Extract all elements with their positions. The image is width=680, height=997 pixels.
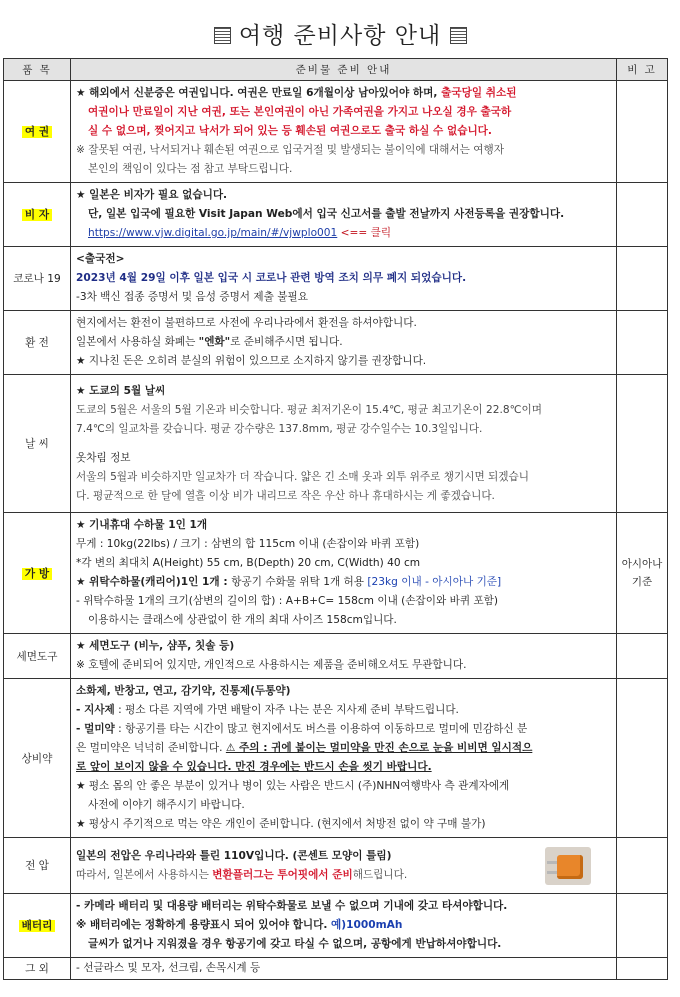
text-line: 2023년 4월 29일 이후 일본 입국 시 코로나 관련 방역 조치 의무 폐지 되었습니다. xyxy=(76,272,467,284)
note-cell xyxy=(617,375,668,513)
text-line: ★ 평상시 주기적으로 먹는 약은 개인이 준비합니다. (현지에서 처방전 없이 약 구매 불가) xyxy=(76,818,486,830)
category-cell xyxy=(4,679,71,838)
content-cell xyxy=(71,894,617,958)
click-hint: <== 클릭 xyxy=(337,227,392,239)
text-line: 로 준비해주시면 됩니다. xyxy=(230,336,343,348)
visit-japan-web-link[interactable]: https://www.vjw.digital.go.jp/main/#/vjwplo001 xyxy=(88,227,338,239)
text-line: 글씨가 없거나 지워졌을 경우 항공기에 갖고 타실 수 없으며, 공항에게 반납하셔야합니다. xyxy=(88,938,502,950)
content-cell xyxy=(71,838,617,894)
category-label-toiletries: 세면도구 xyxy=(16,650,58,663)
text-line: 따라서, 일본에서 사용하시는 xyxy=(76,868,213,881)
grid-box-icon xyxy=(450,27,467,44)
note-text: 아시아나 xyxy=(621,558,663,570)
text-line: ★ 기내휴대 수하물 1인 1개 xyxy=(76,519,208,531)
text-line: 무게 : 10kg(22lbs) / 크기 : 삼변의 합 115cm 이내 (손잡이와 바퀴 포함) xyxy=(76,538,420,550)
content-cell xyxy=(71,311,617,375)
content-cell xyxy=(71,634,617,679)
category-label-visa: 비 자 xyxy=(22,209,52,221)
text-line: 은 멀미약은 넉넉히 준비합니다. xyxy=(76,742,226,754)
text-line: "엔화" xyxy=(198,336,231,348)
text-line: : 항공기를 타는 시간이 많고 현지에서도 버스를 이용하여 이동하므로 멀미에 민감하신 분 xyxy=(114,723,528,735)
category-label-weather: 날 씨 xyxy=(25,438,49,450)
text-line: ★ 지나친 돈은 오히려 분실의 위험이 있으므로 소지하지 않기를 권장합니다. xyxy=(76,355,427,367)
note-cell xyxy=(617,247,668,311)
note-cell xyxy=(617,894,668,958)
text-line: *각 변의 최대치 A(Height) 55 cm, B(Depth) 20 cm, C(Width) 40 cm xyxy=(76,557,421,569)
table-row-etc xyxy=(4,958,668,980)
text-line: 7.4℃의 일교차를 갖습니다. 평균 강수량은 137.8mm, 평균 강수일수는 10.3일입니다. xyxy=(76,422,483,435)
text-line: 옷차림 정보 xyxy=(76,451,131,464)
text-line: <출국전> xyxy=(76,253,125,265)
text-line: ★ 평소 몸의 안 좋은 부분이 있거나 병이 있는 사람은 반드시 (주)NHN여행박사 측 관계자에게 xyxy=(76,780,510,792)
note-cell xyxy=(617,679,668,838)
text-line: 로 앞이 보이지 않을 수 있습니다. 만진 경우에는 반드시 손을 씻기 바랍니다. xyxy=(76,761,432,773)
category-cell xyxy=(4,894,71,958)
text-line: ⚠ 주의 : 귀에 붙이는 멀미약을 만진 손으로 눈을 비비면 일시적으 xyxy=(225,742,533,754)
content-cell xyxy=(71,679,617,838)
category-label-passport: 여 권 xyxy=(22,126,52,138)
text-line: - 위탁수하물 1개의 크기(삼변의 길이의 합) : A+B+C= 158cm 이내 (손잡이와 바퀴 포함) xyxy=(76,595,499,607)
text-line: 예)1000mAh xyxy=(331,919,403,931)
table-row-voltage xyxy=(4,838,668,894)
note-cell xyxy=(617,634,668,679)
text-line: 소화제, 반창고, 연고, 감기약, 진통제(두통약) xyxy=(76,685,291,697)
table-row-toiletries xyxy=(4,634,668,679)
text-line: [23kg 이내 - 아시아나 기준] xyxy=(367,576,502,588)
note-cell xyxy=(617,958,668,980)
category-cell xyxy=(4,247,71,311)
category-label-medicine: 상비약 xyxy=(21,752,53,765)
category-cell xyxy=(4,838,71,894)
content-cell xyxy=(71,513,617,634)
note-cell xyxy=(617,81,668,183)
text-line: ※ 배터리에는 정확하게 용량표시 되어 있어야 합니다. xyxy=(76,919,332,931)
text-line: 일본에서 사용하실 화폐는 xyxy=(76,336,199,348)
note-cell xyxy=(617,311,668,375)
table-row-weather xyxy=(4,375,668,513)
travel-prep-table xyxy=(3,58,668,980)
content-cell xyxy=(71,247,617,311)
table-row-bag xyxy=(4,513,668,634)
text-line: 해드립니다. xyxy=(352,868,408,881)
category-cell xyxy=(4,634,71,679)
text-line: ★ 위탁수하물(캐리어)1인 1개 : xyxy=(76,576,232,588)
note-cell xyxy=(617,513,668,634)
category-cell xyxy=(4,81,71,183)
category-cell xyxy=(4,958,71,980)
text-line: 여권이나 만료일이 지난 여권, 또는 본인여권이 아닌 가족여권을 가지고 나오실 경우 출국하 xyxy=(88,106,512,118)
table-header-row xyxy=(4,59,668,81)
text-line: 출국당일 취소된 xyxy=(441,87,517,99)
category-label-etc: 그 외 xyxy=(25,963,49,975)
note-cell xyxy=(617,183,668,247)
text-line: 항공기 수화물 위탁 1개 허용 xyxy=(231,576,368,588)
table-row-medicine xyxy=(4,679,668,838)
text-line: : 평소 다른 지역에 가면 배탈이 자주 나는 분은 지사제 준비 부탁드립니다. xyxy=(114,704,459,716)
text-line: 변환플러그는 투어핏에서 준비 xyxy=(212,868,353,881)
header-content: 준비물 준비 안내 xyxy=(71,59,617,81)
page-title-text: 여행 준비사항 안내 xyxy=(238,23,442,49)
text-line: - 선글라스 및 모자, 선크림, 손목시계 등 xyxy=(76,962,261,974)
content-cell xyxy=(71,958,617,980)
text-line: - 멀미약 xyxy=(76,723,115,735)
category-cell xyxy=(4,311,71,375)
text-line: 도쿄의 5월은 서울의 5월 기온과 비슷합니다. 평균 최저기온이 15.4℃, 평균 최고기온이 22.8℃이며 xyxy=(76,403,542,416)
category-cell xyxy=(4,183,71,247)
note-text: 기준 xyxy=(631,576,653,588)
note-cell xyxy=(617,838,668,894)
text-line: 다. 평균적으로 한 달에 열흘 이상 비가 내리므로 작은 우산 하나 휴대하시는 게 좋겠습니다. xyxy=(76,489,495,502)
text-line: ※ 호텔에 준비되어 있지만, 개인적으로 사용하시는 제품을 준비해오셔도 무관합니다. xyxy=(76,659,467,671)
text-line: -3차 백신 접종 증명서 및 음성 증명서 제출 불필요 xyxy=(76,291,308,303)
table-row-exchange xyxy=(4,311,668,375)
table-row-passport xyxy=(4,81,668,183)
category-label-exchange: 환 전 xyxy=(25,337,49,349)
text-line: ★ 세면도구 (비누, 샴푸, 칫솔 등) xyxy=(76,640,235,652)
grid-box-icon xyxy=(214,27,231,44)
text-line: ★ 도쿄의 5월 날씨 xyxy=(76,384,166,397)
header-item: 품 목 xyxy=(4,59,71,81)
table-row-covid xyxy=(4,247,668,311)
text-line: 단, 일본 입국에 필요한 Visit Japan Web에서 입국 신고서를 출발 전날까지 사전등록을 권장합니다. xyxy=(88,208,565,220)
text-line: 일본의 전압은 우리나라와 틀린 110V입니다. (콘센트 모양이 틀림) xyxy=(76,849,392,862)
plug-adapter-image xyxy=(545,847,591,885)
text-line: 서울의 5월과 비슷하지만 일교차가 더 작습니다. 얇은 긴 소매 옷과 외투 위주로 챙기시면 되겠습니 xyxy=(76,470,529,483)
category-label-bag: 가 방 xyxy=(22,568,52,580)
text-line: ★ 해외에서 신분증은 여권입니다. 여권은 만료일 6개월이상 남아있어야 하며, xyxy=(76,87,442,99)
content-cell xyxy=(71,183,617,247)
table-row-battery xyxy=(4,894,668,958)
text-line: 실 수 없으며, 찢어지고 낙서가 되어 있는 등 훼손된 여권으로도 출국 하실 수 없습니다. xyxy=(88,125,492,137)
category-label-covid: 코로나 19 xyxy=(13,273,61,285)
text-line: - 지사제 xyxy=(76,704,115,716)
text-line: 본인의 책임이 있다는 점 참고 부탁드립니다. xyxy=(88,163,293,175)
text-line: - 카메라 배터리 및 대용량 배터리는 위탁수화물로 보낼 수 없으며 기내에 갖고 타셔야합니다. xyxy=(76,900,508,912)
content-cell xyxy=(71,375,617,513)
text-line: ★ 일본은 비자가 필요 없습니다. xyxy=(76,189,228,201)
text-line: 현지에서는 환전이 불편하므로 사전에 우리나라에서 환전을 하셔야합니다. xyxy=(76,317,417,329)
content-cell xyxy=(71,81,617,183)
text-line: ※ 잘못된 여권, 낙서되거나 훼손된 여권으로 입국거절 및 발생되는 불이익에 대해서는 여행자 xyxy=(76,144,504,156)
category-label-voltage: 전 압 xyxy=(25,860,49,872)
page-title xyxy=(0,14,680,58)
category-cell xyxy=(4,513,71,634)
text-line: 이용하시는 클래스에 상관없이 한 개의 최대 사이즈 158cm입니다. xyxy=(88,614,397,626)
category-label-battery: 배터리 xyxy=(19,920,56,932)
table-row-visa xyxy=(4,183,668,247)
text-line: 사전에 이야기 해주시기 바랍니다. xyxy=(88,799,245,811)
category-cell xyxy=(4,375,71,513)
header-note: 비 고 xyxy=(617,59,668,81)
